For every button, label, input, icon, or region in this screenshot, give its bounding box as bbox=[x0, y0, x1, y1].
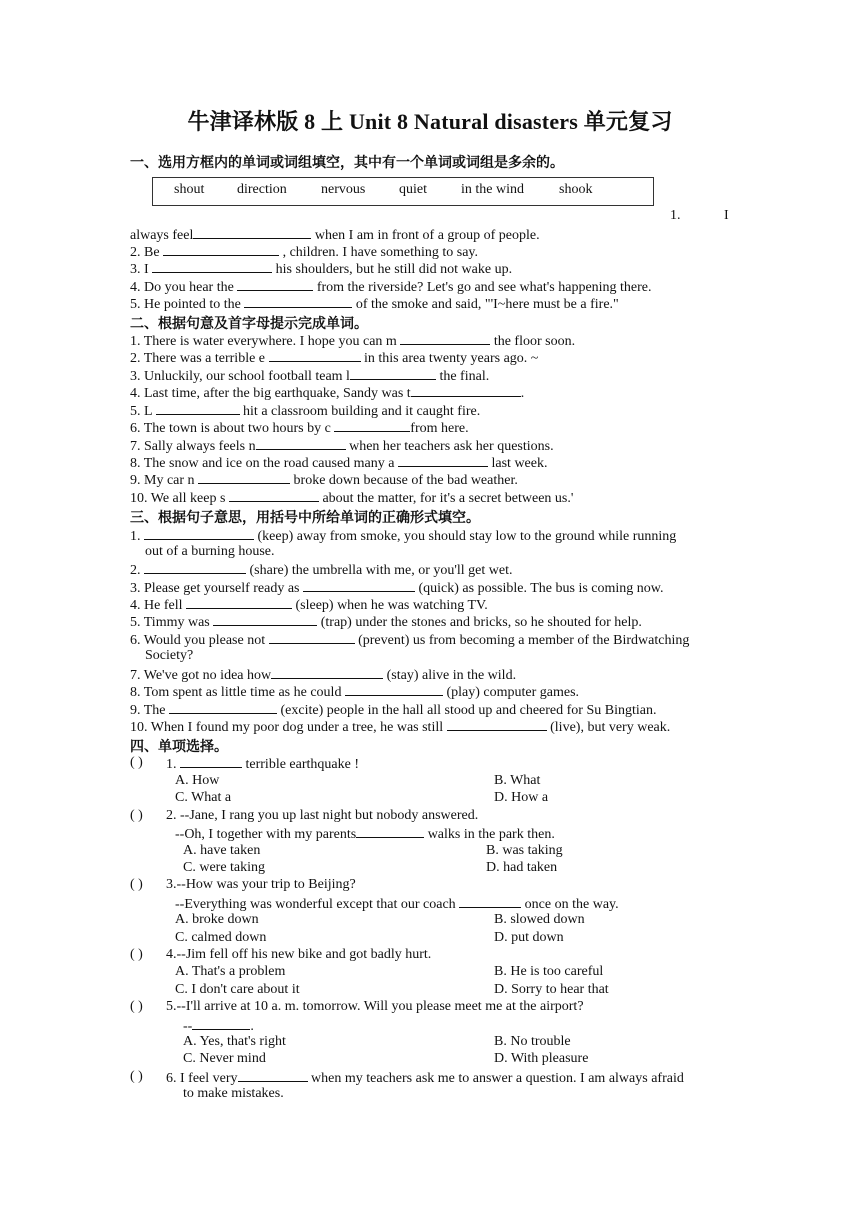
s2-q3: 3. Unluckily, our school football team l the final. bbox=[130, 369, 490, 384]
option-c: C. were taking bbox=[183, 860, 266, 875]
s3-q8: 8. Tom spent as little time as he could (play) computer games. bbox=[130, 685, 580, 700]
s1-q5: 5. He pointed to the of the smoke and said, "'I~here must be a fire." bbox=[130, 297, 619, 312]
s2-q8: 8. The snow and ice on the road caused many a last week. bbox=[130, 456, 548, 471]
word-bank-box bbox=[152, 177, 654, 206]
s1-q1-number: 1. bbox=[670, 208, 681, 223]
s4-q4-stem: 4.--Jim fell off his new bike and got badly hurt. bbox=[166, 947, 432, 962]
option-a: A. broke down bbox=[175, 912, 259, 927]
s2-q4: 4. Last time, after the big earthquake, Sandy was t . bbox=[130, 386, 525, 401]
s2-q9: 9. My car n broke down because of the bad weather. bbox=[130, 473, 518, 488]
word-bank-item: direction bbox=[237, 182, 287, 197]
answer-paren[interactable]: ( ) bbox=[130, 808, 143, 823]
word-bank-item: quiet bbox=[399, 182, 427, 197]
s1-q2: 2. Be , children. I have something to say. bbox=[130, 245, 478, 260]
answer-blank[interactable] bbox=[156, 402, 240, 415]
s1-q1-pronoun: I bbox=[724, 208, 729, 223]
answer-blank[interactable] bbox=[237, 278, 313, 291]
answer-blank[interactable] bbox=[229, 489, 319, 502]
s4-q3-stem: 3.--How was your trip to Beijing? bbox=[166, 877, 356, 892]
s3-q5: 5. Timmy was (trap) under the stones and bricks, so he shouted for help. bbox=[130, 615, 642, 630]
word-bank-item: in the wind bbox=[461, 182, 524, 197]
s3-q7: 7. We've got no idea how (stay) alive in the wild. bbox=[130, 668, 517, 683]
answer-blank[interactable] bbox=[303, 579, 415, 592]
s2-q2: 2. There was a terrible e in this area twenty years ago. ~ bbox=[130, 351, 539, 366]
s2-q1: 1. There is water everywhere. I hope you can m the floor soon. bbox=[130, 334, 576, 349]
answer-blank[interactable] bbox=[192, 1017, 250, 1030]
option-a: A. How bbox=[175, 773, 220, 788]
answer-blank[interactable] bbox=[152, 260, 272, 273]
option-a: A. have taken bbox=[183, 843, 261, 858]
s2-q5: 5. L hit a classroom building and it caught fire. bbox=[130, 404, 481, 419]
s4-q2-response: --Oh, I together with my parents walks in the park then. bbox=[175, 827, 555, 842]
answer-blank[interactable] bbox=[144, 561, 246, 574]
s4-q5-response: -- . bbox=[183, 1019, 254, 1034]
section-2-heading: 二、根据句意及首字母提示完成单词。 bbox=[130, 316, 368, 332]
option-b: B. No trouble bbox=[494, 1034, 571, 1049]
answer-blank[interactable] bbox=[271, 666, 383, 679]
s3-q3: 3. Please get yourself ready as (quick) as possible. The bus is coming now. bbox=[130, 581, 664, 596]
word-bank-item: shout bbox=[174, 182, 205, 197]
option-d: D. put down bbox=[494, 930, 564, 945]
answer-blank[interactable] bbox=[144, 527, 254, 540]
answer-blank[interactable] bbox=[198, 471, 290, 484]
word-bank-item: shook bbox=[559, 182, 593, 197]
answer-blank[interactable] bbox=[398, 454, 488, 467]
option-b: B. was taking bbox=[486, 843, 563, 858]
s4-q6-stem: 6. I feel very when my teachers ask me to answer a question. I am always afraid bbox=[166, 1071, 684, 1086]
s4-q1-stem: 1. terrible earthquake ! bbox=[166, 757, 359, 772]
s2-q10: 10. We all keep s about the matter, for it's a secret between us.' bbox=[130, 491, 574, 506]
answer-blank[interactable] bbox=[193, 226, 311, 239]
answer-blank[interactable] bbox=[356, 825, 424, 838]
answer-paren[interactable]: ( ) bbox=[130, 1069, 143, 1084]
option-c: C. Never mind bbox=[183, 1051, 266, 1066]
s3-q6: 6. Would you please not (prevent) us from becoming a member of the Birdwatching bbox=[130, 633, 690, 648]
option-c: C. I don't care about it bbox=[175, 982, 300, 997]
answer-blank[interactable] bbox=[256, 437, 346, 450]
option-b: B. He is too careful bbox=[494, 964, 604, 979]
s3-q1-continued: out of a burning house. bbox=[145, 544, 275, 559]
answer-blank[interactable] bbox=[459, 895, 521, 908]
answer-paren[interactable]: ( ) bbox=[130, 755, 143, 770]
s4-q2-stem: 2. --Jane, I rang you up last night but nobody answered. bbox=[166, 808, 479, 823]
option-b: B. What bbox=[494, 773, 541, 788]
answer-paren[interactable]: ( ) bbox=[130, 999, 143, 1014]
option-d: D. How a bbox=[494, 790, 549, 805]
s1-q4: 4. Do you hear the from the riverside? Let's go and see what's happening there. bbox=[130, 280, 652, 295]
answer-blank[interactable] bbox=[163, 243, 279, 256]
answer-paren[interactable]: ( ) bbox=[130, 877, 143, 892]
option-a: A. Yes, that's right bbox=[183, 1034, 286, 1049]
s3-q1: 1. (keep) away from smoke, you should stay low to the ground while running bbox=[130, 529, 677, 544]
option-d: D. Sorry to hear that bbox=[494, 982, 609, 997]
s2-q6: 6. The town is about two hours by c from here. bbox=[130, 421, 469, 436]
section-4-heading: 四、单项选择。 bbox=[130, 739, 228, 755]
option-a: A. That's a problem bbox=[175, 964, 286, 979]
section-3-heading: 三、根据句子意思，用括号中所给单词的正确形式填空。 bbox=[130, 510, 480, 526]
option-b: B. slowed down bbox=[494, 912, 585, 927]
s3-q2: 2. (share) the umbrella with me, or you'll get wet. bbox=[130, 563, 513, 578]
answer-blank[interactable] bbox=[244, 295, 352, 308]
answer-blank[interactable] bbox=[186, 596, 292, 609]
answer-blank[interactable] bbox=[213, 613, 317, 626]
s4-q5-stem: 5.--I'll arrive at 10 a. m. tomorrow. Will you please meet me at the airport? bbox=[166, 999, 584, 1014]
answer-blank[interactable] bbox=[345, 683, 443, 696]
s3-q10: 10. When I found my poor dog under a tree, he was still (live), but very weak. bbox=[130, 720, 671, 735]
s4-q6-continued: to make mistakes. bbox=[183, 1086, 284, 1101]
s3-q9: 9. The (excite) people in the hall all stood up and cheered for Su Bingtian. bbox=[130, 703, 657, 718]
option-d: D. had taken bbox=[486, 860, 558, 875]
answer-blank[interactable] bbox=[180, 755, 242, 768]
answer-blank[interactable] bbox=[238, 1069, 308, 1082]
answer-paren[interactable]: ( ) bbox=[130, 947, 143, 962]
answer-blank[interactable] bbox=[334, 419, 410, 432]
s4-q3-response: --Everything was wonderful except that our coach once on the way. bbox=[175, 897, 619, 912]
word-bank-item: nervous bbox=[321, 182, 366, 197]
section-1-heading: 一、选用方框内的单词或词组填空，其中有一个单词或词组是多余的。 bbox=[130, 155, 564, 171]
s1-q1: always feel when I am in front of a group of people. bbox=[130, 228, 540, 243]
answer-blank[interactable] bbox=[350, 367, 436, 380]
option-c: C. calmed down bbox=[175, 930, 267, 945]
answer-blank[interactable] bbox=[169, 701, 277, 714]
page-title: 牛津译林版 8 上 Unit 8 Natural disasters 单元复习 bbox=[187, 109, 673, 134]
answer-blank[interactable] bbox=[447, 718, 547, 731]
answer-blank[interactable] bbox=[411, 384, 521, 397]
answer-blank[interactable] bbox=[269, 349, 361, 362]
answer-blank[interactable] bbox=[269, 631, 355, 644]
s1-q3: 3. I his shoulders, but he still did not wake up. bbox=[130, 262, 513, 277]
answer-blank[interactable] bbox=[400, 332, 490, 345]
option-c: C. What a bbox=[175, 790, 232, 805]
option-d: D. With pleasure bbox=[494, 1051, 589, 1066]
s3-q6-continued: Society? bbox=[145, 648, 194, 663]
s2-q7: 7. Sally always feels n when her teachers ask her questions. bbox=[130, 439, 554, 454]
s3-q4: 4. He fell (sleep) when he was watching TV. bbox=[130, 598, 488, 613]
